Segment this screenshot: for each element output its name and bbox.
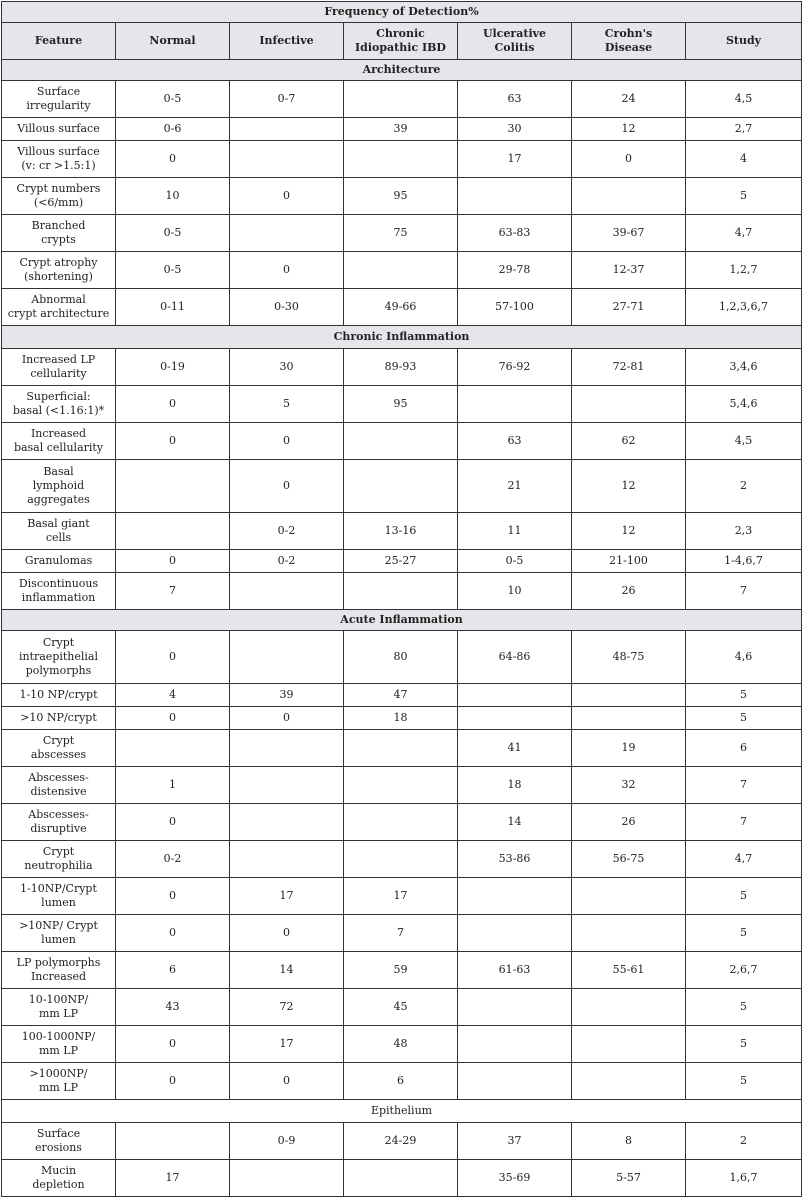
value-cell: 0-6 <box>116 118 230 141</box>
value-cell <box>116 513 230 550</box>
frequency-table <box>1 1 802 1197</box>
value-cell: 0-5 <box>116 252 230 289</box>
value-cell: 5 <box>686 178 802 215</box>
value-cell: 7 <box>344 915 458 952</box>
value-cell: 0 <box>230 423 344 460</box>
table-row <box>2 550 802 573</box>
value-cell: 12 <box>572 513 686 550</box>
table-row <box>2 1026 802 1063</box>
value-cell <box>344 841 458 878</box>
value-cell <box>230 730 344 767</box>
section-row <box>2 610 802 631</box>
value-cell: 14 <box>458 804 572 841</box>
value-cell: 0-19 <box>116 349 230 386</box>
value-cell: 63 <box>458 81 572 118</box>
feature-cell: >10NP/ Crypt lumen <box>2 915 116 952</box>
value-cell: 18 <box>458 767 572 804</box>
table-row <box>2 878 802 915</box>
column-header-infective: Infective <box>230 23 344 60</box>
value-cell: 2 <box>686 460 802 513</box>
table-row <box>2 1123 802 1160</box>
section-row <box>2 326 802 349</box>
value-cell <box>572 989 686 1026</box>
value-cell <box>458 178 572 215</box>
value-cell: 64-86 <box>458 631 572 684</box>
value-cell: 0 <box>116 423 230 460</box>
value-cell: 0-5 <box>116 215 230 252</box>
value-cell: 0 <box>230 707 344 730</box>
value-cell: 4,7 <box>686 841 802 878</box>
value-cell <box>116 460 230 513</box>
value-cell: 1,2,3,6,7 <box>686 289 802 326</box>
value-cell <box>344 573 458 610</box>
value-cell: 7 <box>686 767 802 804</box>
table-row <box>2 804 802 841</box>
feature-cell: Mucin depletion <box>2 1160 116 1197</box>
feature-cell: Villous surface <box>2 118 116 141</box>
value-cell <box>344 252 458 289</box>
value-cell: 0-11 <box>116 289 230 326</box>
value-cell: 37 <box>458 1123 572 1160</box>
value-cell <box>458 1063 572 1100</box>
feature-cell: LP polymorphs Increased <box>2 952 116 989</box>
value-cell: 27-71 <box>572 289 686 326</box>
feature-cell: Surface irregularity <box>2 81 116 118</box>
value-cell: 0-9 <box>230 1123 344 1160</box>
value-cell: 76-92 <box>458 349 572 386</box>
value-cell: 0 <box>116 141 230 178</box>
value-cell: 4 <box>116 684 230 707</box>
feature-cell: Discontinuous inflammation <box>2 573 116 610</box>
value-cell: 0 <box>116 915 230 952</box>
feature-cell: Crypt neutrophilia <box>2 841 116 878</box>
table-row <box>2 730 802 767</box>
value-cell: 10 <box>116 178 230 215</box>
value-cell: 72-81 <box>572 349 686 386</box>
feature-cell: 1-10 NP/crypt <box>2 684 116 707</box>
value-cell: 2,7 <box>686 118 802 141</box>
value-cell: 39-67 <box>572 215 686 252</box>
value-cell: 5 <box>686 1026 802 1063</box>
value-cell: 0 <box>116 707 230 730</box>
feature-cell: Villous surface (v: cr >1.5:1) <box>2 141 116 178</box>
table-row <box>2 513 802 550</box>
value-cell: 0 <box>116 878 230 915</box>
value-cell <box>572 684 686 707</box>
value-cell: 55-61 <box>572 952 686 989</box>
feature-cell: 100-1000NP/ mm LP <box>2 1026 116 1063</box>
column-header-study: Study <box>686 23 802 60</box>
value-cell: 5-57 <box>572 1160 686 1197</box>
feature-cell: Crypt atrophy (shortening) <box>2 252 116 289</box>
column-header-normal: Normal <box>116 23 230 60</box>
feature-cell: Basal giant cells <box>2 513 116 550</box>
value-cell: 17 <box>230 1026 344 1063</box>
table-row <box>2 989 802 1026</box>
value-cell <box>344 767 458 804</box>
value-cell: 21 <box>458 460 572 513</box>
value-cell: 45 <box>344 989 458 1026</box>
table-row <box>2 423 802 460</box>
value-cell <box>230 141 344 178</box>
value-cell <box>572 178 686 215</box>
value-cell: 0-2 <box>230 550 344 573</box>
value-cell <box>458 1026 572 1063</box>
value-cell: 6 <box>686 730 802 767</box>
value-cell <box>230 804 344 841</box>
table-row <box>2 215 802 252</box>
value-cell: 13-16 <box>344 513 458 550</box>
section-header: Epithelium <box>2 1100 802 1123</box>
value-cell: 0-7 <box>230 81 344 118</box>
feature-cell: Crypt intraepithelial polymorphs <box>2 631 116 684</box>
value-cell: 53-86 <box>458 841 572 878</box>
value-cell: 0-30 <box>230 289 344 326</box>
value-cell: 3,4,6 <box>686 349 802 386</box>
value-cell <box>458 684 572 707</box>
value-cell: 89-93 <box>344 349 458 386</box>
value-cell: 6 <box>344 1063 458 1100</box>
value-cell: 2,6,7 <box>686 952 802 989</box>
value-cell <box>572 1026 686 1063</box>
value-cell: 5 <box>686 684 802 707</box>
value-cell <box>230 631 344 684</box>
value-cell: 0-2 <box>116 841 230 878</box>
value-cell: 0-5 <box>116 81 230 118</box>
table-row <box>2 841 802 878</box>
feature-cell: Increased LP cellularity <box>2 349 116 386</box>
value-cell: 0-5 <box>458 550 572 573</box>
value-cell: 41 <box>458 730 572 767</box>
value-cell: 0 <box>116 631 230 684</box>
value-cell: 2 <box>686 1123 802 1160</box>
table-row <box>2 289 802 326</box>
value-cell: 26 <box>572 573 686 610</box>
feature-cell: Abscesses- disruptive <box>2 804 116 841</box>
table-row <box>2 386 802 423</box>
feature-cell: Surface erosions <box>2 1123 116 1160</box>
value-cell: 17 <box>344 878 458 915</box>
feature-cell: 1-10NP/Crypt lumen <box>2 878 116 915</box>
column-header-feature: Feature <box>2 23 116 60</box>
value-cell: 25-27 <box>344 550 458 573</box>
value-cell: 35-69 <box>458 1160 572 1197</box>
table-row <box>2 573 802 610</box>
value-cell <box>230 767 344 804</box>
value-cell <box>344 730 458 767</box>
value-cell: 5 <box>686 915 802 952</box>
feature-cell: >1000NP/ mm LP <box>2 1063 116 1100</box>
value-cell <box>344 423 458 460</box>
value-cell: 5 <box>686 1063 802 1100</box>
feature-cell: Abnormal crypt architecture <box>2 289 116 326</box>
column-header-row <box>2 23 802 60</box>
value-cell: 1-4,6,7 <box>686 550 802 573</box>
value-cell: 0 <box>230 252 344 289</box>
value-cell: 0 <box>230 460 344 513</box>
value-cell: 12-37 <box>572 252 686 289</box>
value-cell: 18 <box>344 707 458 730</box>
value-cell: 19 <box>572 730 686 767</box>
value-cell <box>116 730 230 767</box>
value-cell: 0-2 <box>230 513 344 550</box>
value-cell <box>230 1160 344 1197</box>
value-cell: 17 <box>116 1160 230 1197</box>
value-cell: 6 <box>116 952 230 989</box>
feature-cell: Abscesses- distensive <box>2 767 116 804</box>
value-cell: 26 <box>572 804 686 841</box>
value-cell <box>344 81 458 118</box>
value-cell: 0 <box>116 550 230 573</box>
table-row <box>2 1063 802 1100</box>
value-cell <box>458 989 572 1026</box>
value-cell <box>116 1123 230 1160</box>
value-cell: 0 <box>116 804 230 841</box>
value-cell: 24-29 <box>344 1123 458 1160</box>
column-header-chronic-idiopathic-ibd: Chronic Idiopathic IBD <box>344 23 458 60</box>
value-cell: 39 <box>344 118 458 141</box>
value-cell: 2,3 <box>686 513 802 550</box>
value-cell: 5,4,6 <box>686 386 802 423</box>
value-cell: 0 <box>116 386 230 423</box>
feature-cell: Crypt abscesses <box>2 730 116 767</box>
table-row <box>2 915 802 952</box>
value-cell: 75 <box>344 215 458 252</box>
value-cell: 95 <box>344 178 458 215</box>
table-row <box>2 631 802 684</box>
value-cell: 63 <box>458 423 572 460</box>
section-header: Chronic Inflammation <box>2 326 802 349</box>
value-cell: 4 <box>686 141 802 178</box>
value-cell: 12 <box>572 460 686 513</box>
value-cell <box>458 707 572 730</box>
value-cell: 8 <box>572 1123 686 1160</box>
table-row <box>2 81 802 118</box>
value-cell: 7 <box>116 573 230 610</box>
value-cell <box>572 707 686 730</box>
table-row <box>2 707 802 730</box>
column-header-ulcerative-colitis: Ulcerative Colitis <box>458 23 572 60</box>
value-cell: 29-78 <box>458 252 572 289</box>
section-row <box>2 1100 802 1123</box>
value-cell: 43 <box>116 989 230 1026</box>
value-cell <box>458 915 572 952</box>
value-cell: 4,5 <box>686 81 802 118</box>
value-cell: 7 <box>686 804 802 841</box>
table-row <box>2 767 802 804</box>
value-cell: 49-66 <box>344 289 458 326</box>
value-cell: 39 <box>230 684 344 707</box>
feature-cell: >10 NP/crypt <box>2 707 116 730</box>
value-cell <box>458 386 572 423</box>
value-cell: 56-75 <box>572 841 686 878</box>
value-cell: 11 <box>458 513 572 550</box>
table-row <box>2 1160 802 1197</box>
value-cell: 4,7 <box>686 215 802 252</box>
value-cell: 4,5 <box>686 423 802 460</box>
value-cell <box>344 1160 458 1197</box>
value-cell: 57-100 <box>458 289 572 326</box>
value-cell: 5 <box>230 386 344 423</box>
value-cell: 59 <box>344 952 458 989</box>
table-row <box>2 118 802 141</box>
value-cell: 0 <box>230 915 344 952</box>
value-cell: 63-83 <box>458 215 572 252</box>
table-row <box>2 460 802 513</box>
feature-cell: Crypt numbers (<6/mm) <box>2 178 116 215</box>
value-cell: 0 <box>116 1063 230 1100</box>
value-cell: 17 <box>230 878 344 915</box>
value-cell: 5 <box>686 707 802 730</box>
value-cell: 1,2,7 <box>686 252 802 289</box>
value-cell: 48 <box>344 1026 458 1063</box>
value-cell: 24 <box>572 81 686 118</box>
value-cell: 5 <box>686 878 802 915</box>
value-cell: 48-75 <box>572 631 686 684</box>
value-cell: 0 <box>230 1063 344 1100</box>
value-cell: 0 <box>572 141 686 178</box>
value-cell <box>230 573 344 610</box>
value-cell: 0 <box>116 1026 230 1063</box>
feature-cell: 10-100NP/ mm LP <box>2 989 116 1026</box>
value-cell <box>344 460 458 513</box>
value-cell: 1 <box>116 767 230 804</box>
value-cell <box>572 915 686 952</box>
section-row <box>2 60 802 81</box>
value-cell <box>572 1063 686 1100</box>
value-cell <box>344 804 458 841</box>
column-header-crohns-disease: Crohn's Disease <box>572 23 686 60</box>
value-cell: 30 <box>230 349 344 386</box>
value-cell: 21-100 <box>572 550 686 573</box>
table-row <box>2 252 802 289</box>
value-cell: 72 <box>230 989 344 1026</box>
value-cell: 7 <box>686 573 802 610</box>
feature-cell: Basal lymphoid aggregates <box>2 460 116 513</box>
value-cell <box>344 141 458 178</box>
value-cell: 47 <box>344 684 458 707</box>
table-row <box>2 684 802 707</box>
value-cell: 14 <box>230 952 344 989</box>
table-row <box>2 141 802 178</box>
table-row <box>2 178 802 215</box>
value-cell: 10 <box>458 573 572 610</box>
value-cell: 61-63 <box>458 952 572 989</box>
value-cell: 0 <box>230 178 344 215</box>
feature-cell: Branched crypts <box>2 215 116 252</box>
table-title: Frequency of Detection% <box>2 2 802 23</box>
value-cell <box>230 841 344 878</box>
feature-cell: Superficial: basal (<1.16:1)* <box>2 386 116 423</box>
value-cell <box>230 118 344 141</box>
value-cell <box>458 878 572 915</box>
table-row <box>2 349 802 386</box>
value-cell: 1,6,7 <box>686 1160 802 1197</box>
feature-cell: Increased basal cellularity <box>2 423 116 460</box>
feature-cell: Granulomas <box>2 550 116 573</box>
value-cell: 80 <box>344 631 458 684</box>
value-cell: 95 <box>344 386 458 423</box>
value-cell: 12 <box>572 118 686 141</box>
value-cell <box>230 215 344 252</box>
value-cell: 32 <box>572 767 686 804</box>
value-cell <box>572 386 686 423</box>
value-cell: 5 <box>686 989 802 1026</box>
value-cell: 62 <box>572 423 686 460</box>
value-cell: 17 <box>458 141 572 178</box>
table-row <box>2 952 802 989</box>
section-header: Acute Inflammation <box>2 610 802 631</box>
section-header: Architecture <box>2 60 802 81</box>
value-cell <box>572 878 686 915</box>
value-cell: 30 <box>458 118 572 141</box>
value-cell: 4,6 <box>686 631 802 684</box>
